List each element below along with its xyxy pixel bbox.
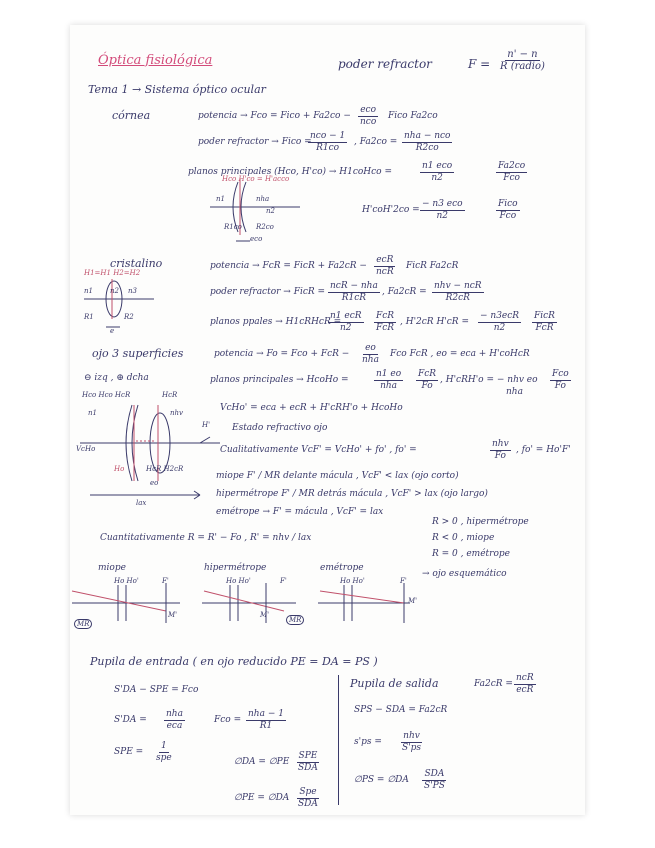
diag-hh-hiper: Ho Ho' bbox=[226, 577, 251, 585]
cristalino-planos-ffrac: FcR FcR bbox=[376, 311, 395, 333]
cornea-potencia-frac: eco nco bbox=[360, 105, 377, 127]
diag-f-miope: F' bbox=[162, 577, 169, 585]
diag-hh-emetrope: Ho Ho' bbox=[340, 577, 365, 585]
cornea-diag-h: Hco H'co = H'acco bbox=[222, 175, 290, 183]
cornea-potencia: potencia → Fco = Fico + Fa2co − bbox=[198, 111, 351, 121]
cornea-potencia-tail: Fico Fa2co bbox=[388, 111, 438, 121]
pupila-e1: S'DA − SPE = Fco bbox=[114, 685, 199, 695]
cornea-diag-n2: n2 bbox=[266, 207, 275, 215]
cristalino-planos-frac: n1 ecR n2 bbox=[330, 311, 362, 333]
cornea-poder-mid: , Fa2co = bbox=[354, 137, 398, 147]
ojo-planos-ffrac: FcR Fo bbox=[418, 369, 437, 391]
ojo-planos: planos principales → HcoHo = bbox=[210, 375, 349, 385]
refraction-lhs: F = bbox=[468, 57, 491, 71]
cornea-label: córnea bbox=[112, 109, 151, 122]
page-title: Óptica fisiológica bbox=[98, 53, 213, 68]
cristalino-diag-n3: n3 bbox=[128, 287, 137, 295]
refraccion-cualitativo: Cualitativamente VcF' = VcHo' + fo' , fo' = bbox=[220, 445, 417, 455]
refraccion-cual-tail: , fo' = Ho'F' bbox=[516, 445, 571, 455]
diag-m-emetrope: M' bbox=[408, 597, 418, 605]
mr-badge-hiper: MR bbox=[286, 615, 304, 625]
cornea-planos2: H'coH'2co = bbox=[362, 205, 420, 215]
cornea-diag-r1: R1co bbox=[224, 223, 242, 231]
pupila-s2: SPS − SDA = Fa2cR bbox=[354, 705, 448, 715]
refraccion-miope: miope F' / MR delante mácula , VcF' < lax (ojo corto) bbox=[216, 471, 459, 481]
pupila-s3: s'ps = bbox=[354, 737, 382, 747]
mr-badge-miope: MR bbox=[74, 619, 92, 629]
cornea-planos2-ffrac: Fico Fco bbox=[498, 199, 518, 221]
ojo-potencia-tail: Fco FcR , eo = eca + H'coHcR bbox=[390, 349, 530, 359]
refraction-label: poder refractor bbox=[338, 57, 432, 71]
ojo-diag-lax: lax bbox=[136, 499, 147, 507]
ojo-diag-hcrh: HcR H2cR bbox=[146, 465, 184, 473]
ojo-diagram bbox=[80, 397, 220, 507]
pupila-s1-frac: ncR ecR bbox=[516, 673, 534, 695]
ojo-diag-hcr: HcR bbox=[162, 391, 178, 399]
cristalino-potencia: potencia → FcR = FicR + Fa2cR − bbox=[210, 261, 367, 271]
topic-heading: Tema 1 → Sistema óptico ocular bbox=[88, 83, 266, 96]
pupila-e2: S'DA = bbox=[114, 715, 147, 725]
ojo-diag-nhv: nhv bbox=[170, 409, 183, 417]
pupila-e5: ∅DA = ∅PE bbox=[234, 757, 290, 767]
refraction-diagrams bbox=[70, 577, 410, 633]
cristalino-planos2-ffrac: FicR FcR bbox=[534, 311, 555, 333]
cristalino-poder-mid: , Fa2cR = bbox=[382, 287, 427, 297]
pupila-e4: SPE = bbox=[114, 747, 144, 757]
refraccion-r-neg: R < 0 , miope bbox=[432, 533, 495, 543]
refraccion-emetrope: emétrope → F' = mácula , VcF' = lax bbox=[216, 507, 384, 517]
ojo-diag-top: Hco Hco HcR bbox=[82, 391, 131, 399]
pupila-s3-frac: nhv S'ps bbox=[402, 731, 422, 753]
ojo-potencia: potencia → Fo = Fco + FcR − bbox=[214, 349, 350, 359]
cristalino-poder-frac2: nhv − ncR R2cR bbox=[434, 281, 482, 303]
ojo-diag-ho: Ho bbox=[114, 465, 125, 473]
refraccion-estado: Estado refractivo ojo bbox=[232, 423, 328, 433]
pupila-e6-frac: Spe SDA bbox=[298, 787, 318, 809]
pupila-e4-frac: 1 spe bbox=[156, 741, 172, 763]
diag-label-hiper: hipermétrope bbox=[204, 563, 267, 573]
refraccion-hiper: hipermétrope F' / MR detrás mácula , VcF' > lax (ojo largo) bbox=[216, 489, 488, 499]
pupila-e6: ∅PE = ∅DA bbox=[234, 793, 290, 803]
ojo-planos-mid: , H'cRH'o = − nhv eo bbox=[440, 375, 538, 385]
cristalino-potencia-tail: FicR Fa2cR bbox=[406, 261, 459, 271]
refraccion-r-zero: R = 0 , emétrope bbox=[432, 549, 510, 559]
pupila-salida-heading: Pupila de salida bbox=[350, 677, 439, 690]
pupila-s1: Fa2cR = bbox=[474, 679, 513, 689]
cristalino-diag-r1: R1 bbox=[84, 313, 94, 321]
cristalino-potencia-frac: ecR ncR bbox=[376, 255, 394, 277]
cristalino-poder: poder refractor → FicR = bbox=[210, 287, 326, 297]
ojo-planos2-den: nha bbox=[506, 387, 523, 397]
cornea-diag-n1: n1 bbox=[216, 195, 225, 203]
ojo-diag-eo: eo bbox=[150, 479, 159, 487]
ojo-planos-ffrac2: Fco Fo bbox=[552, 369, 569, 391]
cristalino-planos2-frac: − n3ecR n2 bbox=[480, 311, 520, 333]
cristalino-planos: planos ppales → H1cRHcR = bbox=[210, 317, 342, 327]
cristalino-diag-n2: n2 bbox=[110, 287, 119, 295]
cristalino-diag-h: H1=H1 H2=H2 bbox=[84, 269, 141, 277]
cristalino-diag-n1: n1 bbox=[84, 287, 93, 295]
notebook-page bbox=[70, 25, 585, 815]
cornea-poder: poder refractor → Fico = bbox=[198, 137, 312, 147]
cristalino-diag-r2: R2 bbox=[124, 313, 134, 321]
cornea-poder-frac1: nco − 1 R1co bbox=[310, 131, 346, 153]
cristalino-poder-frac1: ncR − nha R1cR bbox=[330, 281, 378, 303]
diag-f-hiper: F' bbox=[280, 577, 287, 585]
ojo-potencia-frac: eo nha bbox=[362, 343, 379, 365]
cristalino-label: cristalino bbox=[110, 257, 163, 270]
ojo-sign-convention: ⊖ izq , ⊕ dcha bbox=[84, 373, 149, 383]
cornea-planos-frac: n1 eco n2 bbox=[422, 161, 453, 183]
cristalino-planos-mid: , H'2cR H'cR = bbox=[400, 317, 469, 327]
cristalino-diagram bbox=[84, 275, 154, 335]
cornea-poder-frac2: nha − nco R2co bbox=[404, 131, 451, 153]
pupila-e3-frac: nha − 1 R1 bbox=[248, 709, 284, 731]
ojo-planos-frac: n1 eo nha bbox=[376, 369, 402, 391]
diag-m-miope: M' bbox=[168, 611, 178, 619]
ojo-vertex: VcHo' = eca + ecR + H'cRH'o + HcoHo bbox=[220, 403, 403, 413]
diag-hh-miope: Ho Ho' bbox=[114, 577, 139, 585]
cornea-diag-nha: nha bbox=[256, 195, 270, 203]
refraccion-cual-frac: nhv Fo bbox=[492, 439, 509, 461]
ojo-label: ojo 3 superficies bbox=[92, 347, 184, 360]
ojo-diag-h: H' bbox=[202, 421, 211, 429]
cristalino-diag-e: e bbox=[110, 327, 115, 335]
pupila-e3: Fco = bbox=[214, 715, 242, 725]
refraccion-cuantitativo: Cuantitativamente R = R' − Fo , R' = nhv / lax bbox=[100, 533, 312, 543]
cornea-planos-ffrac: Fa2co Fco bbox=[498, 161, 526, 183]
diag-label-miope: miope bbox=[98, 563, 126, 573]
ojo-diag-n1: n1 bbox=[88, 409, 97, 417]
ojo-diag-vcho: VcHo bbox=[76, 445, 96, 453]
cornea-diag-r2: R2co bbox=[256, 223, 274, 231]
pupila-s4: ∅PS = ∅DA bbox=[354, 775, 409, 785]
cornea-planos2-frac: − n3 eco n2 bbox=[422, 199, 463, 221]
diag-m-hiper: M' bbox=[260, 611, 270, 619]
pupila-entrada-heading: Pupila de entrada ( en ojo reducido PE = DA = PS ) bbox=[90, 655, 378, 668]
pupila-e2-frac: nha eca bbox=[166, 709, 183, 731]
cornea-diag-e: eco bbox=[250, 235, 263, 243]
column-divider bbox=[338, 675, 339, 805]
refraccion-esquematico: → ojo esquemático bbox=[422, 569, 507, 579]
refraccion-r-pos: R > 0 , hipermétrope bbox=[432, 517, 529, 527]
refraction-formula: n' − n R (radio) bbox=[500, 49, 545, 72]
diag-f-emetrope: F' bbox=[400, 577, 407, 585]
cornea-planos: planos principales (Hco, H'co) → H1coHco = bbox=[188, 167, 393, 177]
pupila-s4-frac: SDA S'PS bbox=[424, 769, 445, 791]
diag-label-emetrope: emétrope bbox=[320, 563, 364, 573]
pupila-e5-frac: SPE SDA bbox=[298, 751, 318, 773]
